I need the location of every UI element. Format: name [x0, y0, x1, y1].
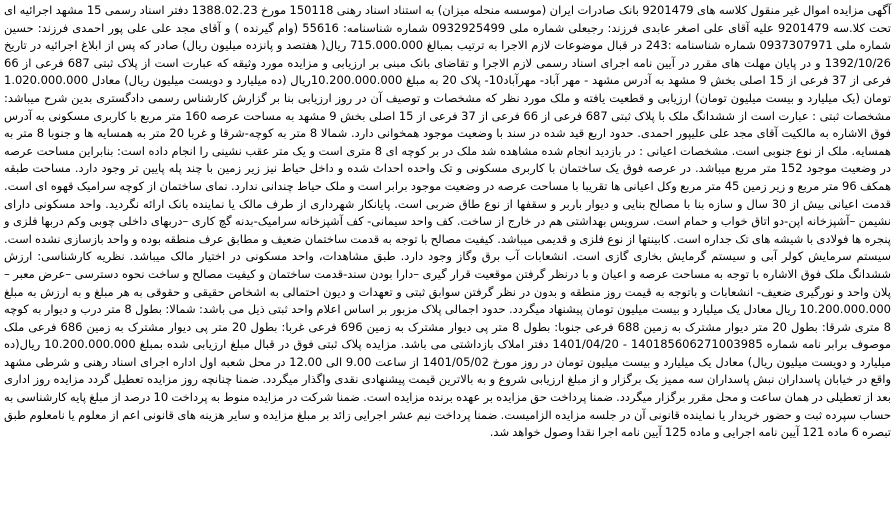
auction-notice-text: آگهی مزایده اموال غیر منقول کلاسه های 9201479 بانک صادرات ایران (موسسه منحله میزان) به استناد اسناد رهنی 150118 مورخ 1388.02.23 دفتر اسناد رسمی 15 مشهد اجرائیه ای تحت کلا.سه 9201479 علیه آقای علی اصغر عابدی فرزند: رجبعلی شماره ملی 0932925499 شماره شناسنامه: 55616 (وام گیرنده ) و آقای مجد علی علی پور احمدی فرزند: حسین شماره ملی 0937307971 شماره شناسنامه :243 در قبال موضوعات لازم الاجرا به ترتیب بمبالغ 715.000.000 ریال( هفتصد و پانزده میلیون ریال) صادر که پس از ابلاغ اجرائیه در تاریخ 1392/10/26 و در پایان مهلت های مقرر در آیین نامه اجرای اسناد رسمی لازم الاجرا و تقاضای بانک مبنی بر ارزیابی و مزایده مورد وثیقه که عبارت است از پلاک ثبتی 687 فرعی از 66 فرعی از 37 فرعی از 15 اصلی بخش 9 مشهد به آدرس مشهد - مهر آباد- مهرآباد10- پلاک 20 به مبلغ 10.200.000.000ریال (ده میلیارد و دویست میلیون ریال) معادل 1.020.000.000 تومان (یک میلیارد و بیست میلیون تومان) ارزیابی و قطعیت یافته و ملک مورد نظر که مشخصات و توصیف آن در روز ارزیابی بنا بر گزارش کارشناس رسمی دادگستری بدین شرح میباشد: مشخصات ثبتی : عبارت است از ششدانگ ملک با پلاک ثبتی 687 فرعی از 66 فرعی از 37 فرعی از 15 اصلی بخش 9 مشهد به مساحت عرصه 160 متر مربع با کاربری مسکونی به آدرس فوق الاشاره به مالکیت آقای مجد علی علیپور احمدی. حدود اربع قید شده در سند با وضعیت موجود همخوانی دارد. شمالا 8 متر به کوچه-شرقا و غربا 20 متر به همسایه ها و جنوبا 8 متر به همسایه. ملک از نوع جنوبی است. مشخصات اعیانی : در بازدید انجام شده مشاهده شد ملک در بر کوچه ای 8 متری است و یک متر عقب نشینی را انجام داده است: بنابراین مساحت عرصه در وضعیت موجود 152 متر مربع میباشد. در عرصه فوق یک ساختمان با کاربری مسکونی و تک واحده احداث شده و داخل حیاط نیز زیر زمین با چند پله پایین تر وجود دارد. مساحت طبقه همکف 96 متر مربع و زیر زمین 45 متر مربع وکل اعیانی ها تقریبا با مساحت عرصه در وضعیت موجود برابر است و ملک حیاط چندانی ندارد. نمای ساختمان از کوچه سرامیک قهوه ای است. قدمت اعیانی بیش از 30 سال و سازه بنا با مصالح بنایی و دیوار باربر و سقفها از نوع طاق ضربی است. پایانکار شهرداری از طرف مالک یا نماینده بانک ارائه نگردید. واحد مسکونی دارای نشیمن –آشپزخانه اپن-دو اتاق خواب و حمام است. سرویس بهداشتی هم در خارج از ساخت. کف واحد سیمانی- کف آشپزخانه سرامیک-بدنه گچ کاری –دربهای داخلی چوبی وکم دربها فلزی و پنجره ها فولادی با شیشه های تک جداره است. کابینتها از نوع فلزی و قدیمی میباشد. کیفیت مصالح با توجه به قدمت ساختمان ضعیف و مطابق عرف منطقه بوده و واحد بازسازی نشده است. سیستم سرمایش کولر آبی و سیستم گرمایش بخاری گازی است. انشعابات آب برق وگاز وجود دارد. طبق مشاهدات، واحد مسکونی در اختیار مالک میباشد. نظریه کارشناسی: ارزش ششدانگ ملک فوق الاشاره با توجه به مساحت عرصه و اعیان و با درنظر گرفتن موقعیت قرار گیری –دارا بودن سند-قدمت ساختمان و کیفیت مصالح و ساخت نحوه دسترسی –عرض معبر –پلان واحد و نورگیری ضعیف- انشعابات و باتوجه به قیمت روز منطقه و بدون در نظر گرفتن سوابق ثبتی و تعهدات و دیون احتمالی به اشخاص حقیقی و حقوقی به هر مبلغ و به ارزش به مبلغ 10.200.000.000 ریال معادل یک میلیارد و بیست میلیون تومان پیشنهاد میگردد. حدود اجمالی پلاک مزبور بر اساس اعلام واحد ثبتی ذیل می باشد: شمالا: بطول 8 متر درب و دیوار به کوچه 8 متری شرقا: بطول 20 متر دیوار مشترک به زمین 688 فرعی جنوبا: بطول 8 متر پی دیوار مشترک به زمین 696 فرعی غربا: بطول 20 متر پی دیوار مشترک به زمین 686 فرعی ملک موصوف برابر نامه شماره 140185606271003985 - 1401/04/20 دفتر املاک بازداشتی می باشد. مزایده پلاک ثبتی فوق در قبال مبلغ ارزیابی شده بمبلغ 10.200.000.000 ریال(ده میلیارد و دویست میلیون ریال) معادل یک میلیارد و بیست میلیون تومان در روز مورخ 1401/05/02 از ساعت 9.00 الی 12.00 در محل شعبه اول اداره اجرای اسناد رهنی و شرطی مشهد واقع در خیابان پاسداران نبش پاسداران سه ممیز یک برگزار و از مبلغ ارزیابی شروع و به بالاترین قیمت پیشنهادی نقدی واگذار میگردد. ضمنا چنانچه روز مزایده تعطیل گردد مزایده روز اداری بعد از تعطیلی در همان ساعت و محل مقرر برگزار میگردد. ضمنا پرداخت حق مزایده بر عهده برنده مزایده است. ضمنا شرکت در مزایده منوط به پرداخت 10 درصد از مبلغ پایه کارشناسی به حساب سپرده ثبت و حضور خریدار یا نماینده قانونی آن در جلسه مزایده الزامیست. ضمنا پرداخت نیم عشر اجرایی زائد بر مبلغ مزایده و سایر هزینه های قانونی اعم از معلوم یا نامعلوم طبق تبصره 6 ماده 121 آیین نامه اجرایی و ماده 125 آیین نامه اجرا نقدا وصول خواهد شد.: [4, 3, 892, 440]
